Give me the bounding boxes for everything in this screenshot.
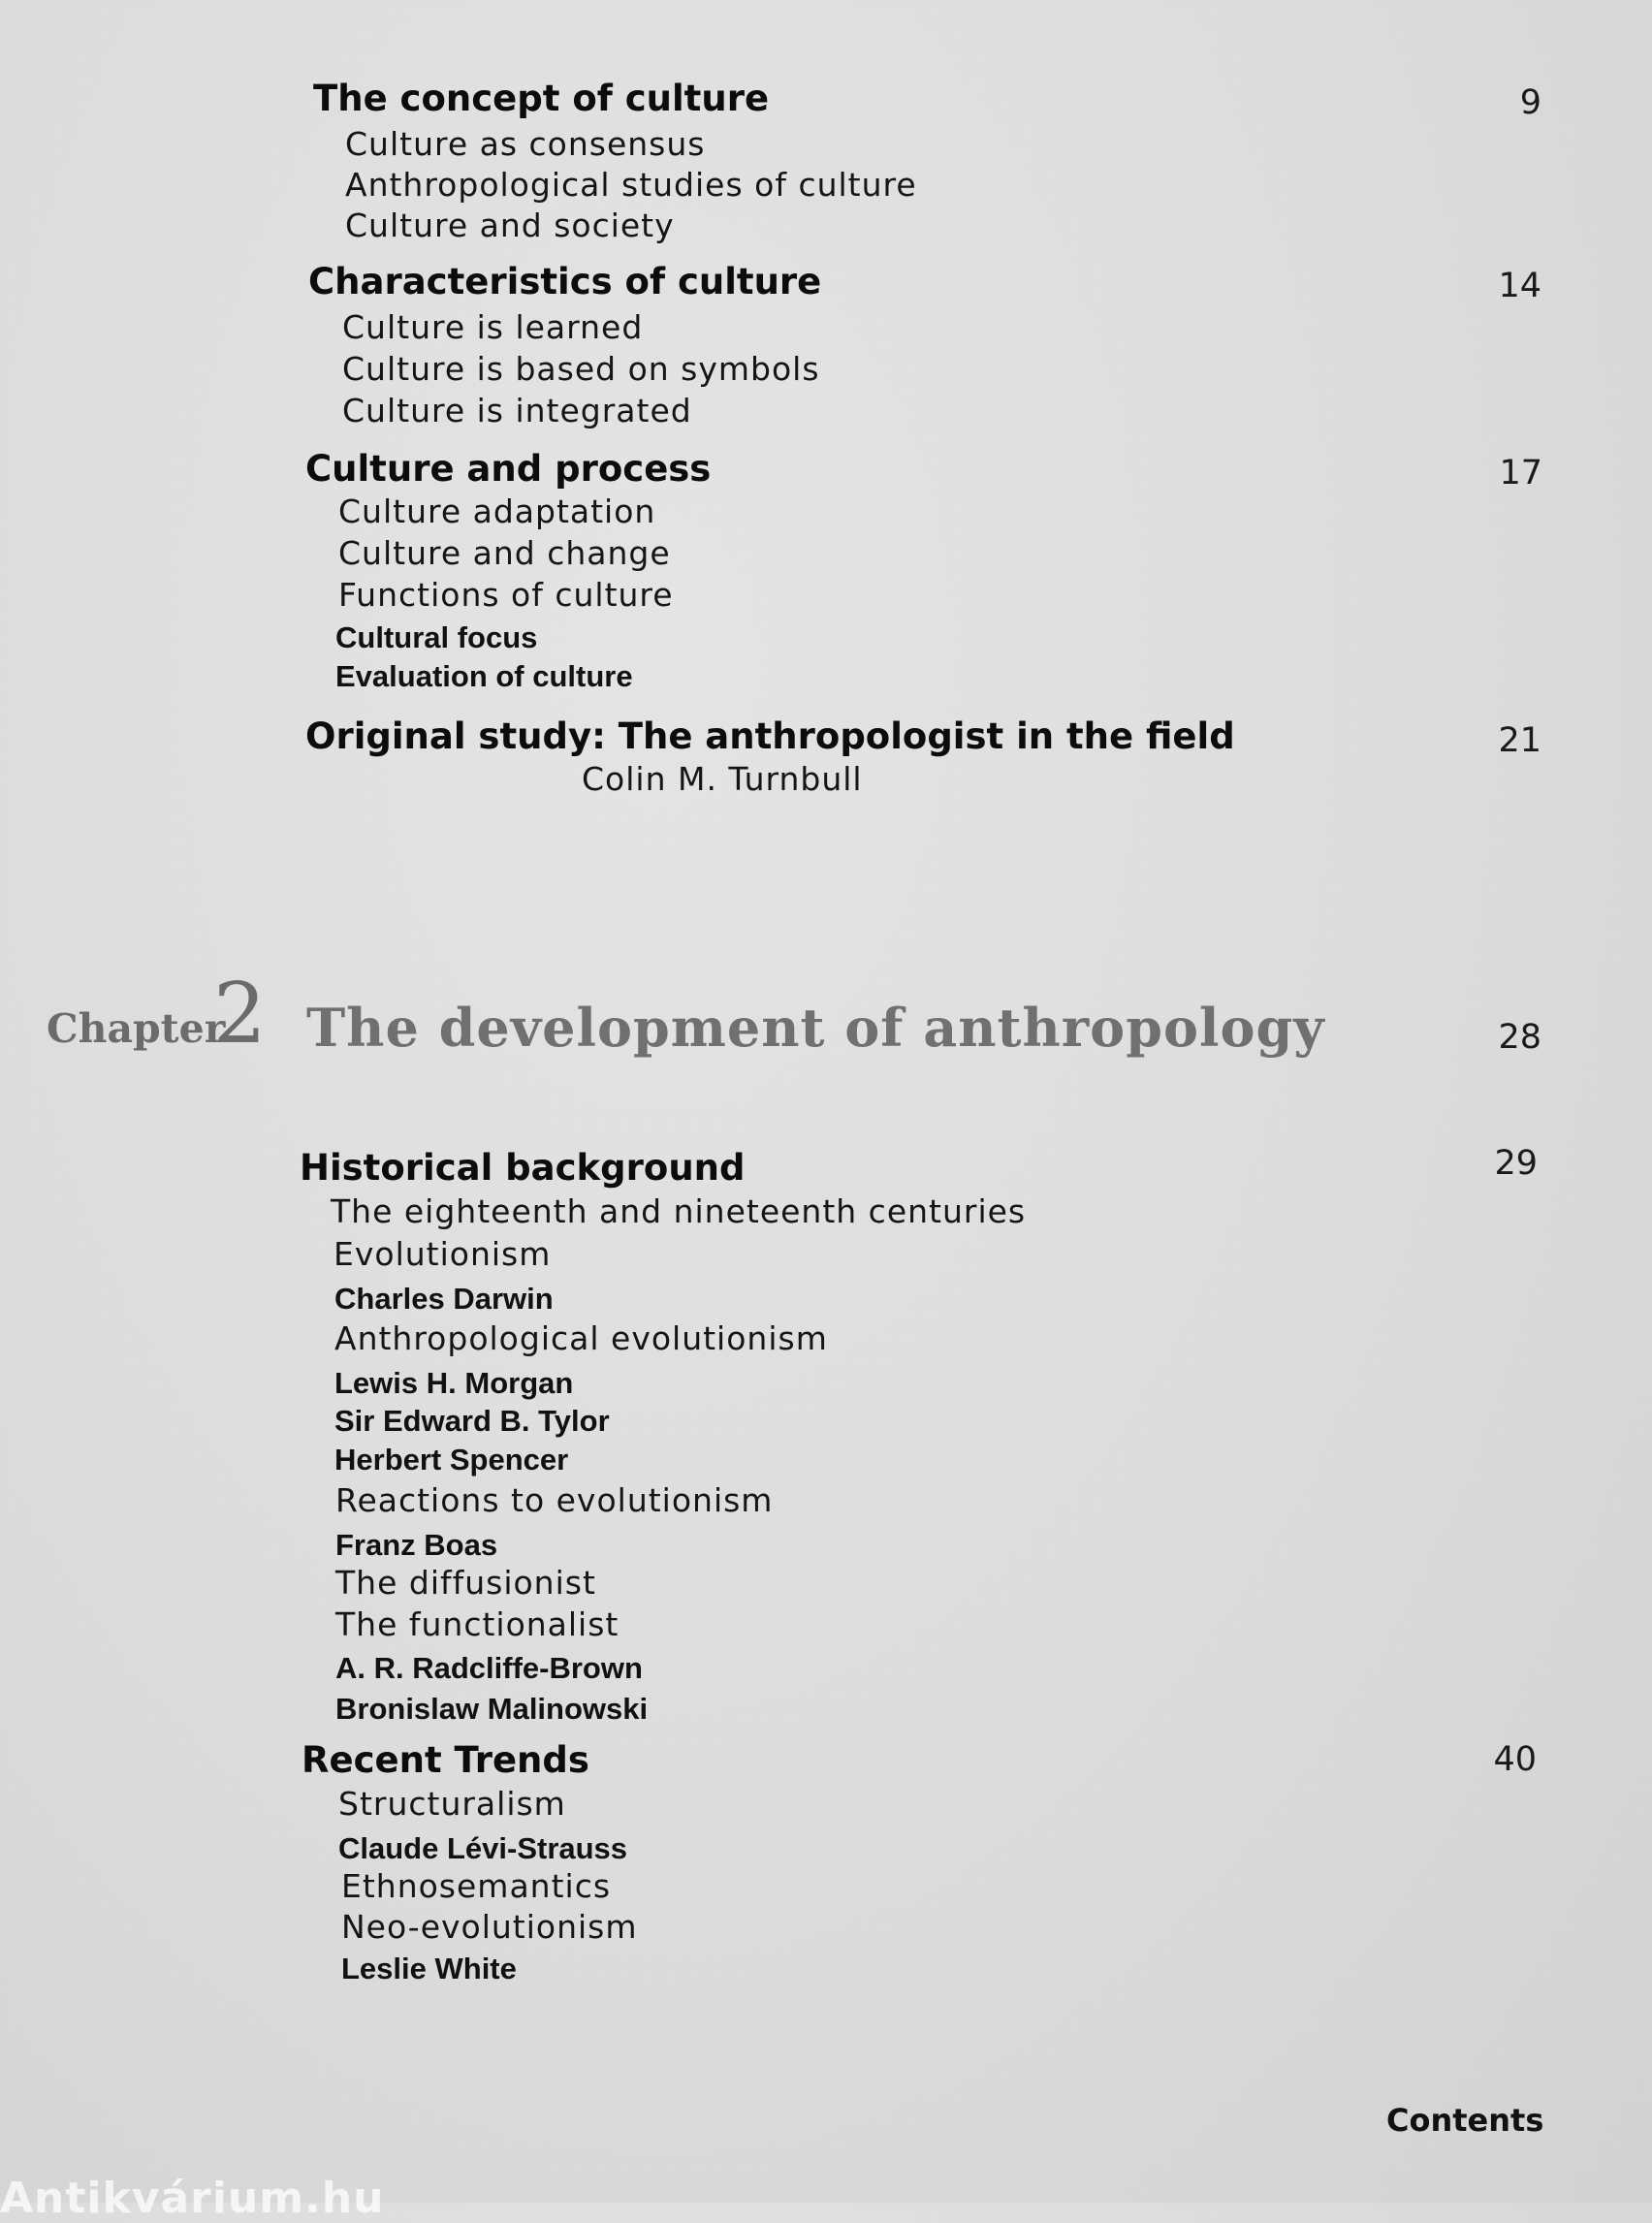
section-title-recent-trends: Recent Trends (302, 1739, 589, 1781)
section-title-original-study: Original study: The anthropologist in the field (305, 715, 1235, 757)
toc-subitem: Culture is integrated (342, 392, 692, 429)
page-number: 40 (1493, 1740, 1537, 1779)
toc-subitem: Culture is based on symbols (342, 350, 820, 388)
toc-subitem-bold: Sir Edward B. Tylor (334, 1404, 610, 1438)
toc-subitem-bold: Cultural focus (335, 620, 538, 654)
study-author: Colin M. Turnbull (582, 760, 863, 798)
toc-subitem: Neo-evolutionism (341, 1908, 638, 1946)
toc-subitem: Culture and society (345, 206, 675, 244)
chapter-page-number: 28 (1498, 1018, 1541, 1057)
page-number: 29 (1494, 1144, 1538, 1183)
toc-subitem: Evolutionism (334, 1235, 552, 1273)
section-title-concept-of-culture: The concept of culture (313, 78, 770, 119)
toc-subitem: The diffusionist (335, 1564, 596, 1602)
toc-subitem: Anthropological evolutionism (334, 1319, 828, 1357)
toc-subitem-bold: Franz Boas (335, 1528, 498, 1562)
toc-subitem: Functions of culture (338, 576, 674, 614)
toc-subitem-bold: Evaluation of culture (335, 659, 633, 693)
toc-subitem: The functionalist (335, 1605, 620, 1643)
toc-subitem-bold: Leslie White (341, 1952, 517, 1985)
toc-subitem: Structuralism (338, 1785, 566, 1823)
toc-subitem: Culture adaptation (338, 492, 656, 530)
chapter-label-text: Chapter (47, 1005, 226, 1052)
toc-subitem: Anthropological studies of culture (345, 166, 917, 204)
page-number: 17 (1499, 454, 1542, 492)
toc-subitem: Ethnosemantics (341, 1867, 612, 1905)
toc-subitem-bold: Lewis H. Morgan (334, 1366, 574, 1400)
footer-contents-label: Contents (1386, 2102, 1544, 2139)
chapter-title: The development of anthropology (306, 997, 1325, 1059)
toc-subitem: Culture and change (338, 534, 671, 572)
toc-subitem-bold: Herbert Spencer (334, 1443, 569, 1477)
page-number: 21 (1498, 721, 1541, 760)
section-title-culture-and-process: Culture and process (305, 448, 712, 490)
toc-subitem-bold: Charles Darwin (334, 1282, 554, 1316)
toc-subitem-bold: A. R. Radcliffe-Brown (335, 1651, 643, 1685)
toc-subitem: The eighteenth and nineteenth centuries (331, 1192, 1027, 1230)
chapter-number: 2 (213, 966, 267, 1063)
page-number: 9 (1519, 83, 1541, 122)
section-title-historical-background: Historical background (300, 1147, 746, 1189)
page-number: 14 (1498, 267, 1541, 305)
watermark: Antikvárium.hu (0, 2174, 385, 2223)
toc-subitem: Culture as consensus (345, 125, 706, 163)
toc-subitem: Reactions to evolutionism (335, 1481, 774, 1519)
toc-subitem: Culture is learned (342, 308, 644, 346)
toc-subitem-bold: Bronislaw Malinowski (335, 1692, 649, 1726)
section-title-characteristics-of-culture: Characteristics of culture (308, 261, 822, 302)
toc-subitem-bold: Claude Lévi-Strauss (338, 1831, 628, 1865)
